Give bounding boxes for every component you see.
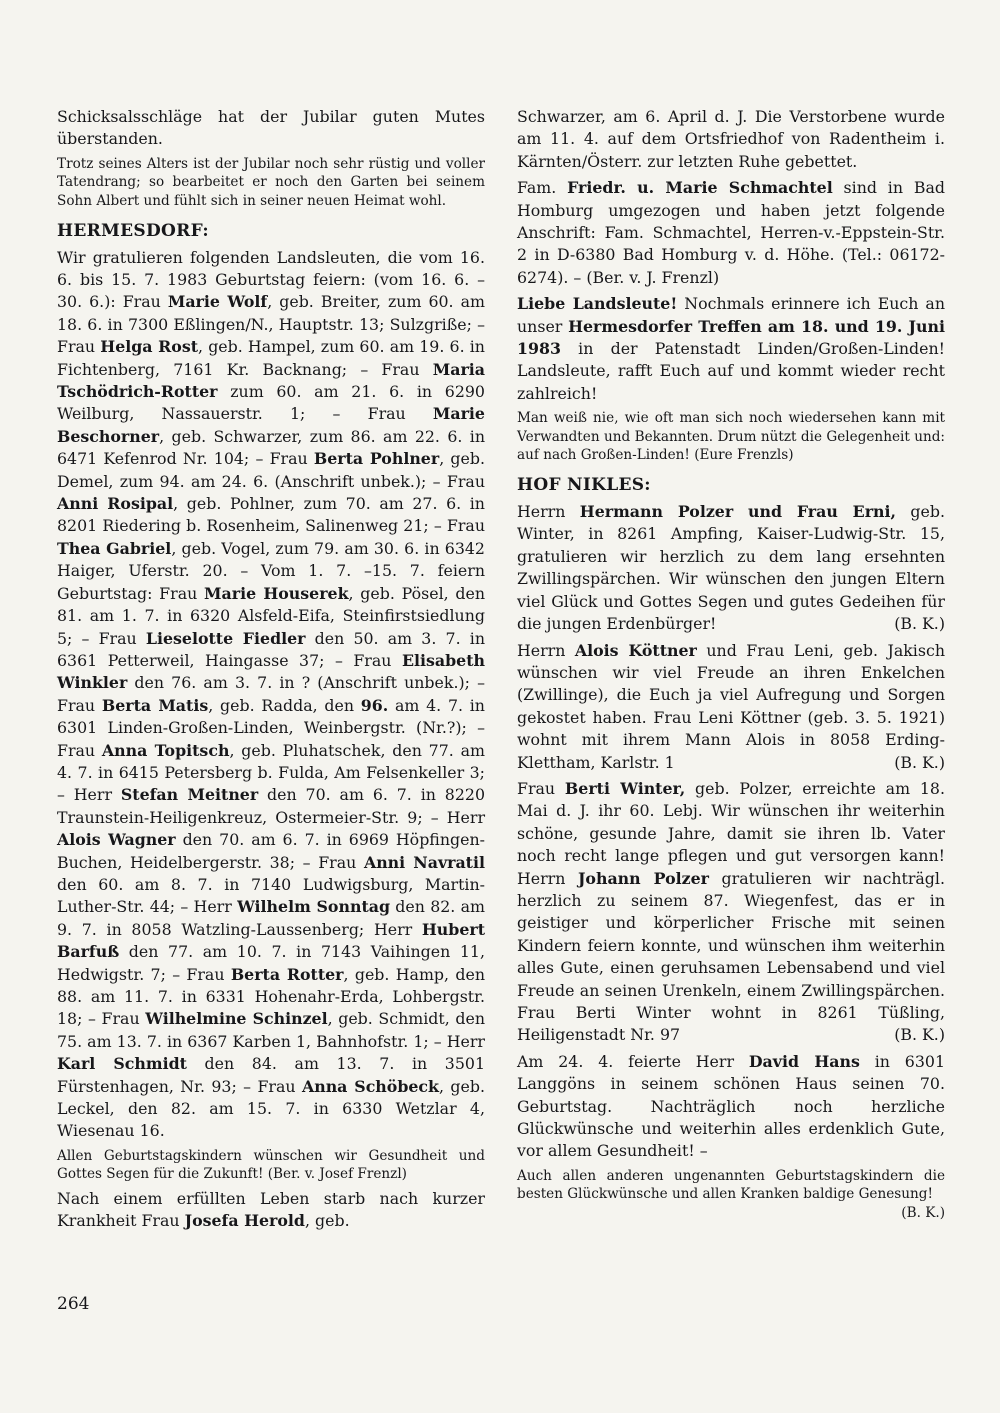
text-run: Allen Geburtstagskindern wünschen wir Gesundheit und Gottes Segen für die Zukunft! (Ber. v. Josef Frenzl) bbox=[57, 1147, 485, 1183]
paragraph bbox=[57, 155, 485, 211]
text-run: Herrn bbox=[517, 502, 580, 522]
text-run: , geb. Pluhatschek, den 77. am 4. 7. in 6415 Petersberg b. Fulda, Am Felsenkeller 3; – Herr bbox=[57, 740, 485, 805]
text-run: Man weiß nie, wie oft man sich noch wiedersehen kann mit Verwandten und Bekannten. Drum nützt die Gelegenheit und: auf nach Großen-Linden! (Eure Frenzls) bbox=[517, 410, 945, 464]
bold-text: Berta Matis bbox=[101, 695, 209, 715]
text-run: den 70. am 6. 7. in 8220 Traunstein-Heiligenkreuz, Ostermeier-Str. 9; – Herr bbox=[57, 785, 485, 827]
bold-text: Karl Schmidt bbox=[57, 1054, 187, 1074]
bold-text: Elisabeth Winkler bbox=[57, 650, 485, 693]
bold-text: Alois Wagner bbox=[57, 830, 176, 850]
text-run: gratulieren wir nachträgl. herzlich zu seinem 87. Wiegenfest, das er in geistiger und körperlicher Frische mit seinen Kindern feiern konnte, und wünschen ihm weiterhin alles Gute, einen geruhsamen Lebensabend und viel Freude an seinen Urenkeln, einem Zwillingspärchen. Frau Berti Winter wohnt in 8261 Tüßling, Heiligenstadt Nr. 97 bbox=[517, 868, 945, 1045]
bold-text: Lieselotte Fiedler bbox=[145, 628, 306, 648]
text-run: den 82. am 9. 7. in 8058 Watzling-Laussenberg; Herr bbox=[57, 897, 485, 939]
bold-text: Anna Schöbeck bbox=[301, 1076, 439, 1096]
bold-text: 96. bbox=[360, 695, 389, 715]
section-heading: HERMESDORF: bbox=[57, 220, 209, 241]
text-run: , geb. Schwarzer, zum 86. am 22. 6. in 6471 Kefenrod Nr. 104; – Frau bbox=[57, 426, 485, 469]
text-run: Nochmals erinnere ich Euch an unser bbox=[517, 294, 945, 336]
bold-text: Stefan Meitner bbox=[120, 785, 259, 805]
paragraph bbox=[517, 778, 945, 1047]
bold-text: Berta Pohlner bbox=[313, 449, 440, 469]
bold-text: Marie Houserek bbox=[204, 583, 349, 603]
text-run: Schwarzer, am 6. April d. J. Die Verstorbene wurde am 11. 4. auf dem Ortsfriedhof von Radentheim i. Kärnten/Österr. zur letzten Ruhe gebettet. bbox=[517, 107, 945, 171]
text-run: Auch allen anderen ungenannten Geburtstagskindern die besten Glückwünsche und allen Kranken baldige Genesung! bbox=[517, 1167, 945, 1203]
paragraph bbox=[517, 501, 945, 635]
bold-text: Wilhelm Sonntag bbox=[237, 897, 391, 917]
bold-text: Anni Rosipal bbox=[57, 494, 174, 514]
bold-text: Anni Navratil bbox=[363, 852, 485, 872]
text-run: in 6301 Langgöns in seinem schönen Haus seinen 70. Geburtstag. Nachträglich noch herzliche Glückwünsche und weiterhin alles erdenklich Gute, vor allem Gesundheit! – bbox=[517, 1051, 945, 1161]
paragraph bbox=[517, 293, 945, 405]
bold-text: Berti Winter, bbox=[564, 778, 686, 798]
text-run: den 76. am 3. 7. in ? (Anschrift unbek.); – Frau bbox=[57, 673, 485, 715]
bold-text: Johann Polzer bbox=[577, 868, 710, 888]
column-left bbox=[57, 106, 485, 1237]
page-number: 264 bbox=[57, 1294, 90, 1314]
text-run: , geb. Vogel, zum 79. am 30. 6. in 6342 Haiger, Uferstr. 20. – Vom 1. 7. –15. 7. feiern Geburtstag: Frau bbox=[57, 538, 485, 603]
signature-text: (B. K.) bbox=[894, 752, 945, 772]
section-heading: HOF NIKLES: bbox=[517, 475, 651, 496]
text-run: den 77. am 10. 7. in 7143 Vaihingen 11, Hedwigstr. 7; – Frau bbox=[57, 942, 485, 984]
text-run: Herrn bbox=[517, 640, 575, 660]
paragraph bbox=[517, 1051, 945, 1163]
bold-text: Helga Rost bbox=[100, 337, 199, 357]
paragraph bbox=[57, 106, 485, 151]
paragraph bbox=[517, 640, 945, 774]
text-run: , geb. bbox=[304, 1211, 350, 1231]
text-run: und Frau Leni, geb. Jakisch wünschen wir viel Freude an ihren Enkelchen (Zwillinge), die Euch ja viel Aufregung und Sorgen gekostet haben. Frau Leni Köttner (geb. 3. 5. 1921) wohnt mit ihrem Mann Alois in 8058 Erding-Klettham, Karlstr. 1 bbox=[517, 640, 945, 772]
bold-text: David Hans bbox=[748, 1051, 860, 1071]
signature-text: (B. K.) bbox=[901, 1205, 945, 1222]
paragraph bbox=[517, 177, 945, 289]
signature-text: (B. K.) bbox=[894, 1025, 945, 1045]
bold-text: Friedr. u. Marie Schmachtel bbox=[567, 178, 833, 198]
text-run: , geb. Demel, zum 94. am 24. 6. (Anschrift unbek.); – Frau bbox=[57, 449, 486, 491]
text-run: , geb. Leckel, den 82. am 15. 7. in 6330 Wetzlar 4, Wiesenau 16. bbox=[57, 1076, 486, 1141]
text-run: geb. Winter, in 8261 Ampfing, Kaiser-Ludwig-Str. 15, gratulieren wir herzlich zu dem lang ersehnten Zwillingspärchen. Wir wünschen den jungen Eltern viel Glück und Gottes Segen und gutes Gedeihen für die jungen Erdenbürger! bbox=[517, 502, 945, 634]
paragraph bbox=[57, 247, 485, 1143]
bold-text: Josefa Herold bbox=[184, 1211, 305, 1231]
column-right bbox=[517, 106, 945, 1237]
text-run: , geb. Pösel, den 81. am 1. 7. in 6320 Alsfeld-Eifa, Steinfirstsiedlung 5; – Frau bbox=[57, 583, 486, 648]
bold-text: Maria Tschödrich-Rotter bbox=[57, 359, 485, 402]
text-run: Trotz seines Alters ist der Jubilar noch sehr rüstig und voller Tatendrang; so bearbeitet er noch den Garten bei seinem Sohn Albert und fühlt sich in seiner neuen Heimat wohl. bbox=[57, 155, 485, 209]
text-run: Fam. bbox=[517, 178, 568, 198]
text-run: den 60. am 8. 7. in 7140 Ludwigsburg, Martin-Luther-Str. 44; – Herr bbox=[57, 874, 485, 917]
text-run: in der Patenstadt Linden/Großen-Linden! Landsleute, rafft Euch auf und kommt wieder recht zahlreich! bbox=[517, 339, 945, 403]
bold-text: Hubert Barfuß bbox=[57, 919, 485, 962]
bold-text: Thea Gabriel bbox=[57, 538, 172, 558]
text-run: , geb. Radda, den bbox=[208, 695, 361, 715]
text-run: Nach einem erfüllten Leben starb nach kurzer Krankheit Frau bbox=[57, 1189, 485, 1231]
text-columns bbox=[57, 106, 945, 1237]
text-run: , geb. Hamp, den 88. am 11. 7. in 6331 Hohenahr-Erda, Lohbergstr. 18; – Frau bbox=[57, 964, 485, 1029]
text-run: Am 24. 4. feierte Herr bbox=[517, 1051, 749, 1071]
text-run: den 70. am 6. 7. in 6969 Höpfingen-Buchen, Heidelbergerstr. 38; – Frau bbox=[57, 830, 485, 872]
bold-text: Wilhelmine Schinzel bbox=[145, 1009, 328, 1029]
text-run: den 84. am 13. 7. in 3501 Fürstenhagen, Nr. 93; – Frau bbox=[57, 1054, 485, 1096]
text-run: , geb. Hampel, zum 60. am 19. 6. in Fichtenberg, 7161 Kr. Backnang; – Frau bbox=[57, 337, 485, 379]
text-run: zum 60. am 21. 6. in 6290 Weilburg, Nassauerstr. 1; – Frau bbox=[57, 382, 485, 424]
bold-text: Anna Topitsch bbox=[101, 740, 230, 760]
bold-text: Marie Beschorner bbox=[57, 404, 485, 446]
signature-text: (B. K.) bbox=[894, 614, 945, 634]
text-run: Frau bbox=[517, 778, 565, 798]
paragraph bbox=[517, 1167, 945, 1222]
bold-text: Marie Wolf bbox=[167, 292, 268, 312]
bold-text: Berta Rotter bbox=[230, 964, 344, 984]
bold-text: Alois Köttner bbox=[574, 640, 697, 660]
text-run: Schicksalsschläge hat der Jubilar guten Mutes überstanden. bbox=[57, 107, 485, 149]
bold-text: Hermann Polzer und Frau Erni, bbox=[579, 502, 897, 522]
text-run: Wir gratulieren folgenden Landsleuten, die vom 16. 6. bis 15. 7. 1983 Geburtstag feiern: (vom 16. 6. – 30. 6.): Frau bbox=[57, 247, 485, 312]
text-run: , geb. Schmidt, den 75. am 13. 7. in 6367 Karben 1, Bahnhofstr. 1; – Herr bbox=[57, 1009, 485, 1051]
text-run: , geb. Breiter, zum 60. am 18. 6. in 7300 Eßlingen/N., Hauptstr. 13; Sulzgriße; – Frau bbox=[57, 292, 485, 357]
text-run: den 50. am 3. 7. in 6361 Petterweil, Haingasse 37; – Frau bbox=[57, 628, 485, 670]
paragraph bbox=[57, 1147, 485, 1184]
text-run: sind in Bad Homburg umgezogen und haben jetzt folgende Anschrift: Fam. Schmachtel, Herren-v.-Eppstein-Str. 2 in D-6380 Bad Homburg v. d. Höhe. (Tel.: 06172-6274). – (Ber. v. J. Frenzl) bbox=[517, 178, 945, 287]
paragraph bbox=[517, 409, 945, 465]
paragraph bbox=[517, 106, 945, 173]
paragraph bbox=[57, 1188, 485, 1233]
bold-text: Liebe Landsleute! bbox=[517, 294, 678, 314]
bold-text: Hermesdorfer Treffen am 18. und 19. Juni 1983 bbox=[517, 316, 945, 359]
text-run: am 4. 7. in 6301 Linden-Großen-Linden, Weinbergstr. (Nr.?); – Frau bbox=[57, 695, 485, 760]
text-run: geb. Polzer, erreichte am 18. Mai d. J. ihr 60. Lebj. Wir wünschen ihr weiterhin schöne, gesunde Jahre, damit sie ihren lb. Vater noch recht lange pflegen und gut versorgen kann! Herrn bbox=[517, 778, 945, 888]
text-run: , geb. Pohlner, zum 70. am 27. 6. in 8201 Riedering b. Rosenheim, Salinenweg 21; – Frau bbox=[57, 494, 485, 536]
